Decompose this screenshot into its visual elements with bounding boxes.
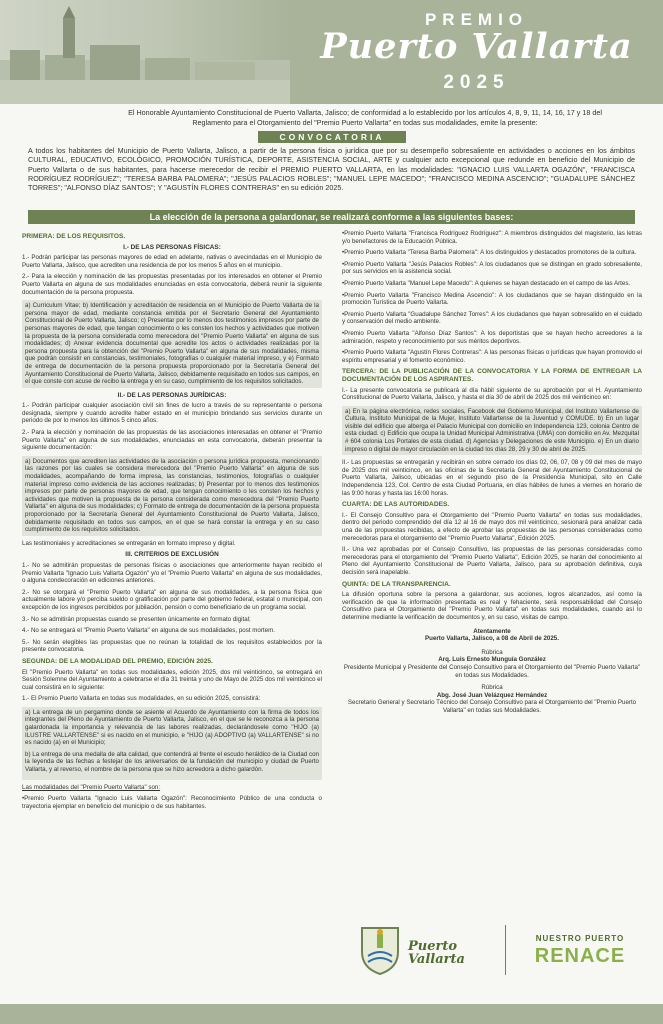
section-cuarta: CUARTA: DE LAS AUTORIDADES. (342, 501, 450, 509)
exclusion-title: III. CRITERIOS DE EXCLUSIÓN (125, 551, 219, 559)
signer-1-name: Arq. Luis Ernesto Munguía González (438, 656, 546, 664)
juridicas-note: Las testimoniales y acreditaciones se entregarán en formato impreso y digital. (22, 539, 236, 547)
modalidad-9: •Premio Puerto Vallarta "Agustín Flores Contreras": A las personas físicas o jurídicas que hayan promovido el espíritu empresarial y el fomento económico. (342, 349, 642, 364)
signer-1-role: Presidente Municipal y Presidente del Consejo Consultivo para el Otorgamiento del "Premio Puerto Vallarta" en todas sus Modalidades. (343, 663, 641, 679)
renace-top: NUESTRO PUERTO (535, 934, 625, 943)
fisicas-1: 1.- Podrán participar las personas mayores de edad en adelante, nativas o avecindadas en el Municipio de Puerto Vallarta, Jalisco, que acrediten una residencia de por los menos 5 años en el municipio. (22, 254, 322, 269)
modalidad-1: •Premio Puerto Vallarta "Ignacio Luis Vallarta Ogazón": Reconocimiento Público de una conducta o trayectoria ejemplar en beneficio del municipio o de sus habitantes. (22, 795, 322, 810)
bases-bar: La elección de la persona a galardonar, se realizará conforme a las siguientes bases: (28, 210, 635, 224)
header-banner (0, 0, 663, 104)
rubrica-1: Rúbrica (481, 648, 503, 656)
juridicas-2: 2.- Para la elección y nominación de las propuestas de las asociaciones interesadas en obtener el "Premio Puerto Vallarta" en alguna de sus modalidades, enunciadas en esta convocatoria, deberán presentar la siguiente documentación: (22, 429, 322, 452)
bottom-bar (0, 1004, 663, 1024)
exclusion-4: 4.- No se entregará el "Premio Puerto Vallarta" en alguna de sus modalidades, post mortem. (22, 627, 275, 635)
tercera-1: I.- La presente convocatoria se publicará al día hábil siguiente de su aprobación por el H. Ayuntamiento Constitucional de Puerto Vallarta, Jalisco, y hasta el día 30 de abril de 2025 dos mil veinticinco en: (342, 386, 642, 402)
footer-divider (505, 925, 506, 975)
modalidad-6: •Premio Puerto Vallarta "Francisco Medina Ascencio": A los ciudadanos que se hayan distinguido en la promoción Turística de Puerto Vallarta. (342, 291, 642, 307)
header-premio: PREMIO (424, 10, 529, 29)
tercera-box: a) En la página electrónica, redes sociales, Facebook del Gobierno Municipal, del Instituto Vallartense de Cultura, Instituto Municipal de la Mujer, Instituto Vallartense de la Juventud y COMUDE. b) En un lugar visible del edificio que alberga el Palacio Municipal con domicilio en Independencia 123, colonia Centro de esta ciudad. c) Edificio que ocupa la Unidad Municipal Administrativa (UMA) con domicilio en Av. Mezquital # 604 colonia Los Portales de esta ciudad. d) Agencias y Delegaciones de este Municipio. e) En un diario impreso o digital de mayor circulación en la ciudad los días 28, 29 y 30 de abril de 2025. (342, 406, 642, 456)
segunda-box (22, 707, 322, 780)
modalidad-2: •Premio Puerto Vallarta "Francisca Rodríguez Rodríguez": A miembros distinguidos del magisterio, las letras y/o benefactores de la Educación Pública. (342, 230, 642, 245)
section-quinta: QUINTA: DE LA TRANSPARENCIA. (342, 580, 451, 588)
exclusion-2: 2.- No se otorgará el "Premio Puerto Vallarta" en alguna de sus modalidades, a la persona física que actualmente labore y/o perciba sueldo o gratificación por parte del gobierno federal, estatal o municipal, con excepción de los ingresos percibidos por jubilación, pensión o como beneficiario de un programa social. (22, 588, 322, 611)
section-primera: PRIMERA: DE LOS REQUISITOS. (22, 233, 126, 240)
city-shield-icon (358, 922, 402, 976)
convocatoria-label: CONVOCATORIA (258, 131, 406, 143)
modalidades-title: Las modalidades del "Premio Puerto Vallarta" son: (22, 783, 161, 791)
signer-2-name: Abg. José Juan Velázquez Hernández (436, 691, 548, 699)
logo-text: Puerto Vallarta (408, 939, 465, 967)
cuarta-1: I.- El Consejo Consultivo para el Otorgamiento del "Premio Puerto Vallarta" en todas sus modalidades, dentro del periodo comprendido del día 12 al 16 de mayo dos mil veinticinco, sesionará para analizar cada una de las propuestas recibidas, a efecto de aprobar las propuestas de las personas consideradas como merecedoras para el otorgamiento del "Premio Puerto Vallarta", Edición 2025. (342, 511, 642, 542)
exclusion-5: 5.- No serán elegibles las propuestas que no reúnan la totalidad de los requisitos establecidos por la presente convocatoria. (22, 638, 322, 654)
segunda-b: b) La entrega de una medalla de alta calidad, que contendrá al frente el escudo heráldico de la Ciudad con la leyenda de las fechas a festejar de los aniversarios de la fundación del municipio y ciudad de Puerto Vallarta, y al reverso, el nombre de la persona que se hizo acreedora a dicho galardón. (25, 750, 319, 774)
quinta-1: La difusión oportuna sobre la persona a galardonar, sus acciones, logros alcanzados, así como la verificación de que la información presentada es real y fehaciente, será responsabilidad del Consejo Consultivo para el Otorgamiento del "Premio Puerto Vallarta" en todas sus modalidades, cuando así lo determine mediante la verificación de documentos y, en su caso, visitas de campo. (342, 591, 642, 621)
segunda-2: 1.- El Premio Puerto Vallarta en todas sus modalidades, en su edición 2025, consistirá: (22, 695, 261, 703)
intro-text: El Honorable Ayuntamiento Constitucional de Puerto Vallarta, Jalisco; de conformidad a lo establecido por los artículos 4, 8, 9, 11, 14, 16, 17 y 18 del Reglamento para el Otorgamiento del "Premio Puerto Vallarta" en todas sus modalidades, emite la presente: (128, 108, 602, 127)
signature-date: Puerto Vallarta, Jalisco, a 08 de Abril de 2025. (425, 635, 559, 643)
exclusion-3: 3.- No se admitirán propuestas cuando se presenten únicamente en formato digital; (22, 615, 251, 623)
modalidad-7: •Premio Puerto Vallarta "Guadalupe Sánchez Torres": A los ciudadanos que hayan sobresalido en el cuidado y conservación del medio ambiente. (342, 310, 642, 326)
segunda-a: a) La entrega de un pergamino donde se asiente el Acuerdo de Ayuntamiento con la firma de todos los integrantes del Pleno de Ayuntamiento de Puerto Vallarta, Jalisco, en el que se le reconozca a la persona galardonada la importancia y relevancia de las labores realizadas, declarándosele como "HIJO (a) ILUSTRE VALLARTENSE" si es nacido en el municipio, e "HIJO (a) ADOPTIVO (a) VALLARTENSE" si no es nacido (a) en el Municipio; (25, 708, 319, 747)
modalidad-5: •Premio Puerto Vallarta "Manuel Lepe Macedo": A quienes se hayan destacado en el campo de las Artes. (342, 279, 631, 287)
exclusion-1: 1.- No se admitirán propuestas de personas físicas o asociaciones que anteriormente hayan recibido el Premio Vallarta "Ignacio Luis Vallarta Ogazón" y/o el "Premio Puerto Vallarta" en alguna de sus modalidades, o alguna condecoración en ediciones anteriores. (22, 561, 322, 585)
renace-main: RENACE (534, 945, 626, 967)
puerto-vallarta-logo (352, 922, 472, 978)
header-title: Puerto Vallarta (320, 26, 633, 67)
fisicas-title: I.- DE LAS PERSONAS FÍSICAS: (123, 243, 221, 251)
city-skyline-image (0, 0, 290, 104)
renace-logo (520, 934, 640, 968)
section-tercera: TERCERA: DE LA PUBLICACIÓN DE LA CONVOCATORIA Y LA FORMA DE ENTREGAR LA DOCUMENTACIÓN DE LOS ASPIRANTES. (342, 368, 642, 383)
segunda-1: El "Premio Puerto Vallarta" en todas sus modalidades, edición 2025, dos mil veinticinco, se entregará en Sesión Solemne del Ayuntamiento a celebrarse el día 31 treinta y uno de Mayo de 2025 dos mil veinticinco el cual consistirá en lo siguiente: (22, 668, 322, 691)
tercera-2: II.- Las propuestas se entregarán y recibirán en sobre cerrado los días 02, 06, 07, 08 y 09 del mes de mayo de 2025 dos mil veinticinco, en las oficinas de la Secretaría General del Ayuntamiento Constitucional de Puerto Vallarta, Jalisco, ubicadas en el segundo piso de la Presidencia Municipal, sito en Calle Independencia 123, Col. Centro de esta Ciudad Portuaria, en días hábiles de lunes a viernes en horario de las 9:00 horas y hasta las 16:00 horas. (342, 459, 642, 497)
left-column (22, 230, 322, 814)
juridicas-title: II.- DE LAS PERSONAS JURÍDICAS: (117, 391, 227, 399)
right-column (342, 230, 642, 714)
fisicas-docs: a) Curriculum Vitae; b) Identificación y acreditación de residencia en el Municipio de Puerto Vallarta de la persona mayor de edad, mediante constancia emitida por el Secretario General del Ayuntamiento Constitucional de Puerto Vallarta, Jalisco; c) Presentar por lo menos dos testimonios impresos por parte de personas mayores de edad, que tengan conocimiento o les consten los hechos y actividades que motiven la propuesta de la persona considerada como merecedora del "Premio Puerto Vallarta" en alguna de sus modalidades; d) Anexar evidencia documental que acredite los actos o actividades realizadas por la persona propuesta para la obtención del "Premio Puerto Vallarta" en alguna de sus modalidades, misma que podrán consistir en constancias, testimoniales, fotografías o cualquier material impreso, y e) Formato de entrega de documentación de la persona propuesta proporcionado por la Secretaría General del Ayuntamiento Constitucional de Puerto Vallarta, Jalisco, debidamente requisitado en todos sus campos, en el que conste con acuse de recibo la entrega y en su caso, cumplimiento de los requisitos solicitados. (22, 300, 322, 388)
modalidad-8: •Premio Puerto Vallarta "Alfonso Díaz Santos": A los deportistas que se hayan hecho acreedores a la admiración, respeto y reconocimiento por sus méritos deportivos. (342, 329, 642, 345)
modalidad-3: •Premio Puerto Vallarta "Teresa Barba Palomera": A los distinguidos y destacados promotores de la cultura. (342, 249, 637, 257)
modalidad-4: •Premio Puerto Vallarta "Jesús Palacios Robles": A los ciudadanos que se distingan en grado sobresaliente, por sus servicios en la asistencia social. (342, 260, 642, 276)
juridicas-docs: a) Documentos que acrediten las actividades de la asociación o persona jurídica propuesta, mencionando las razones por las cuales se considera merecedora del "Premio Puerto Vallarta" en alguna de sus modalidades, acompañando de forma impresa, las constancias, testimonios, fotografías o cualquier material impreso como evidencia de las acciones realizadas; b) Presentar por lo menos dos testimonios impresos por parte de personas mayores de edad, que tengan conocimiento o les consten los hechos y actividades que motiven la propuesta de la persona considerada como merecedora del "Premio Puerto Vallarta" en alguna de sus modalidades; c) Formato de entrega de documentación de la persona propuesta proporcionado por la Secretaría General del Ayuntamiento Constitucional de Puerto Vallarta, Jalisco, debidamente requisitado en todos sus campos, en el que se hará constar la entrega y en su caso cumplimiento de los requisitos solicitados. (22, 456, 322, 536)
lead-text: A todos los habitantes del Municipio de Puerto Vallarta, Jalisco, a partir de la persona física o jurídica que por su desempeño sobresaliente en actividades o acciones en los ámbitos CULTURAL, EDUCATIVO, ECOLÓGICO, PROMOCIÓN TURÍSTICA, DEPORTE, ASISTENCIA SOCIAL, ARTE y cualquier acto excepcional que redunde en beneficio del Municipio de Puerto Vallarta o de sus habitantes, para hacerse merecedor de recibir el PREMIO PUERTO VALLARTA, en las modalidades: "IGNACIO LUIS VALLARTA OGAZÓN", "FRANCISCA RODRÍGUEZ RODRÍGUEZ"; "TERESA BARBA PALOMERA"; "JESÚS PALACIOS ROBLES"; "MANUEL LEPE MACEDO"; "FRANCISCO MEDINA ASCENCIO"; "GUADALUPE SÁNCHEZ TORRES"; "ALFONSO DÍAZ SANTOS"; Y "AGUSTÍN FLORES CONTRERAS" en su edición 2025. (28, 146, 635, 193)
header-year: 2025 (443, 72, 510, 93)
section-segunda: SEGUNDA: DE LA MODALIDAD DEL PREMIO, EDICIÓN 2025. (22, 657, 213, 665)
atentamente: Atentamente (473, 627, 511, 635)
signer-2-role: Secretario General y Secretario Técnico del Consejo Consultivo para el Otorgamiento del "Premio Puerto Vallarta" en todas sus Modalidades. (347, 699, 637, 714)
signature-block (342, 628, 642, 715)
juridicas-1: 1.- Podrán participar cualquier asociación civil sin fines de lucro a través de su representante o persona designada, siempre y cuando acredite haber estado en el municipio brindando sus servicios durante un periodo de por lo menos los últimos 5 cinco años. (22, 402, 322, 425)
fisicas-2: 2.- Para la elección y nominación de las propuestas presentadas por los interesados en obtener el Premio Puerto Vallarta en alguna de sus modalidades enunciadas en esta convocatoria, deberá reunir la siguiente documentación de la persona propuesta. (22, 273, 322, 296)
rubrica-2: Rúbrica (481, 684, 503, 692)
cuarta-2: II.- Una vez aprobadas por el Consejo Consultivo, las propuestas de las personas consideradas como merecedoras para el otorgamiento del "Premio Puerto Vallarta", Edición 2025, se harán del conocimiento al Pleno del Ayuntamiento Constitucional de Puerto Vallarta, Jalisco, para su aprobación definitiva, cuya decisión será inapelable. (342, 546, 642, 576)
